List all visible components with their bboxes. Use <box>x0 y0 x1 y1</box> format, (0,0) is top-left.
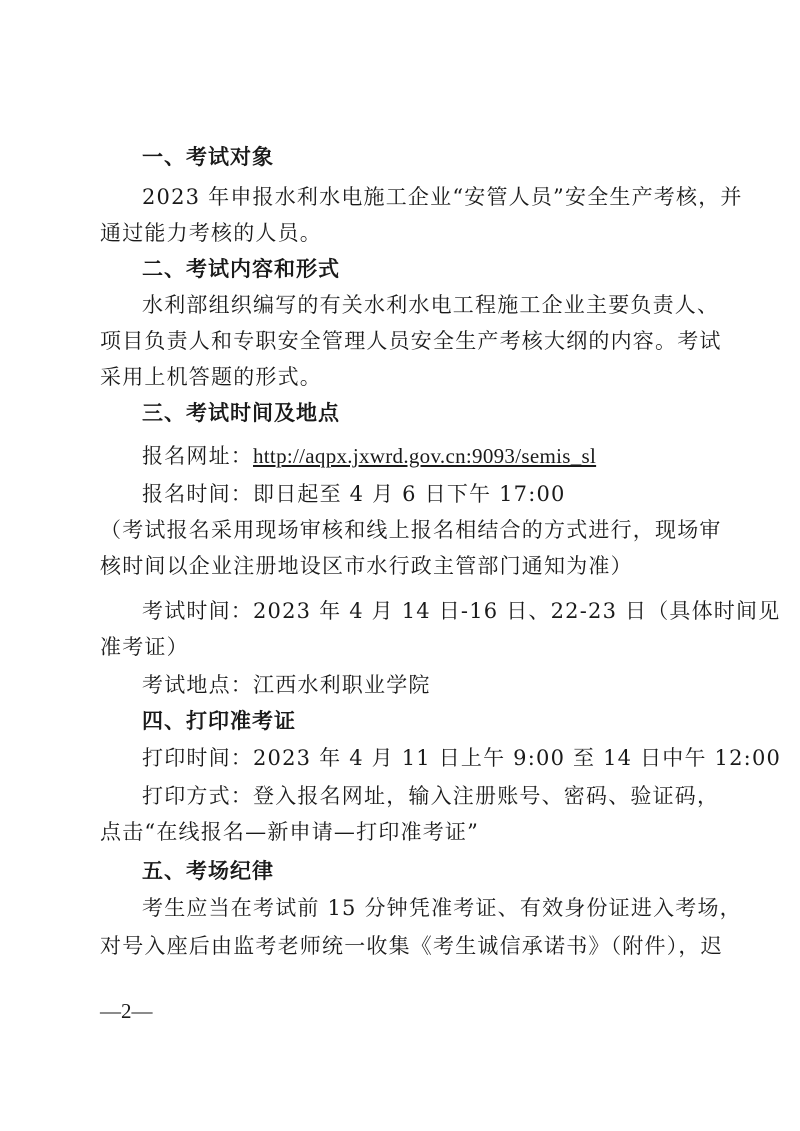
registration-site-row <box>142 441 702 471</box>
section-heading-exam-target: 一、考试对象 <box>142 145 274 169</box>
exam-time-line: 考试时间：2023 年 4 月 14 日-16 日、22-23 日（具体时间见 <box>142 599 781 623</box>
paragraph-line: 采用上机答题的形式。 <box>100 365 322 389</box>
paragraph-line: 2023 年申报水利水电施工企业“安管人员”安全生产考核，并 <box>142 185 743 209</box>
registration-note-line: （考试报名采用现场审核和线上报名相结合的方式进行，现场审 <box>100 518 722 542</box>
registration-site-label: 报名网址： <box>142 444 253 468</box>
section-heading-exam-content: 二、考试内容和形式 <box>142 257 340 281</box>
print-time: 打印时间：2023 年 4 月 11 日上午 9:00 至 14 日中午 12:00 <box>142 746 782 770</box>
registration-note-line: 核时间以企业注册地设区市水行政主管部门通知为准） <box>100 554 633 578</box>
paragraph-line: 考生应当在考试前 15 分钟凭准考证、有效身份证进入考场， <box>142 896 742 920</box>
print-method-line: 点击“在线报名—新申请—打印准考证” <box>100 820 480 844</box>
exam-time-line: 准考证） <box>100 635 189 659</box>
registration-site-link[interactable]: http://aqpx.jxwrd.gov.cn:9093/semis_sl <box>253 444 597 468</box>
paragraph-line: 水利部组织编写的有关水利水电工程施工企业主要负责人、 <box>142 293 720 317</box>
section-heading-exam-time-place: 三、考试时间及地点 <box>142 401 340 425</box>
paragraph-line: 项目负责人和专职安全管理人员安全生产考核大纲的内容。考试 <box>100 329 722 353</box>
registration-time: 报名时间：即日起至 4 月 6 日下午 17:00 <box>142 482 566 506</box>
page-number: —2— <box>100 999 153 1023</box>
section-heading-print-ticket: 四、打印准考证 <box>142 709 296 733</box>
print-method-line: 打印方式：登入报名网址，输入注册账号、密码、验证码， <box>142 784 720 808</box>
paragraph-line: 通过能力考核的人员。 <box>100 221 322 245</box>
exam-place: 考试地点：江西水利职业学院 <box>142 673 431 697</box>
paragraph-line: 对号入座后由监考老师统一收集《考生诚信承诺书》（附件），迟 <box>100 934 723 958</box>
section-heading-exam-discipline: 五、考场纪律 <box>142 859 274 883</box>
